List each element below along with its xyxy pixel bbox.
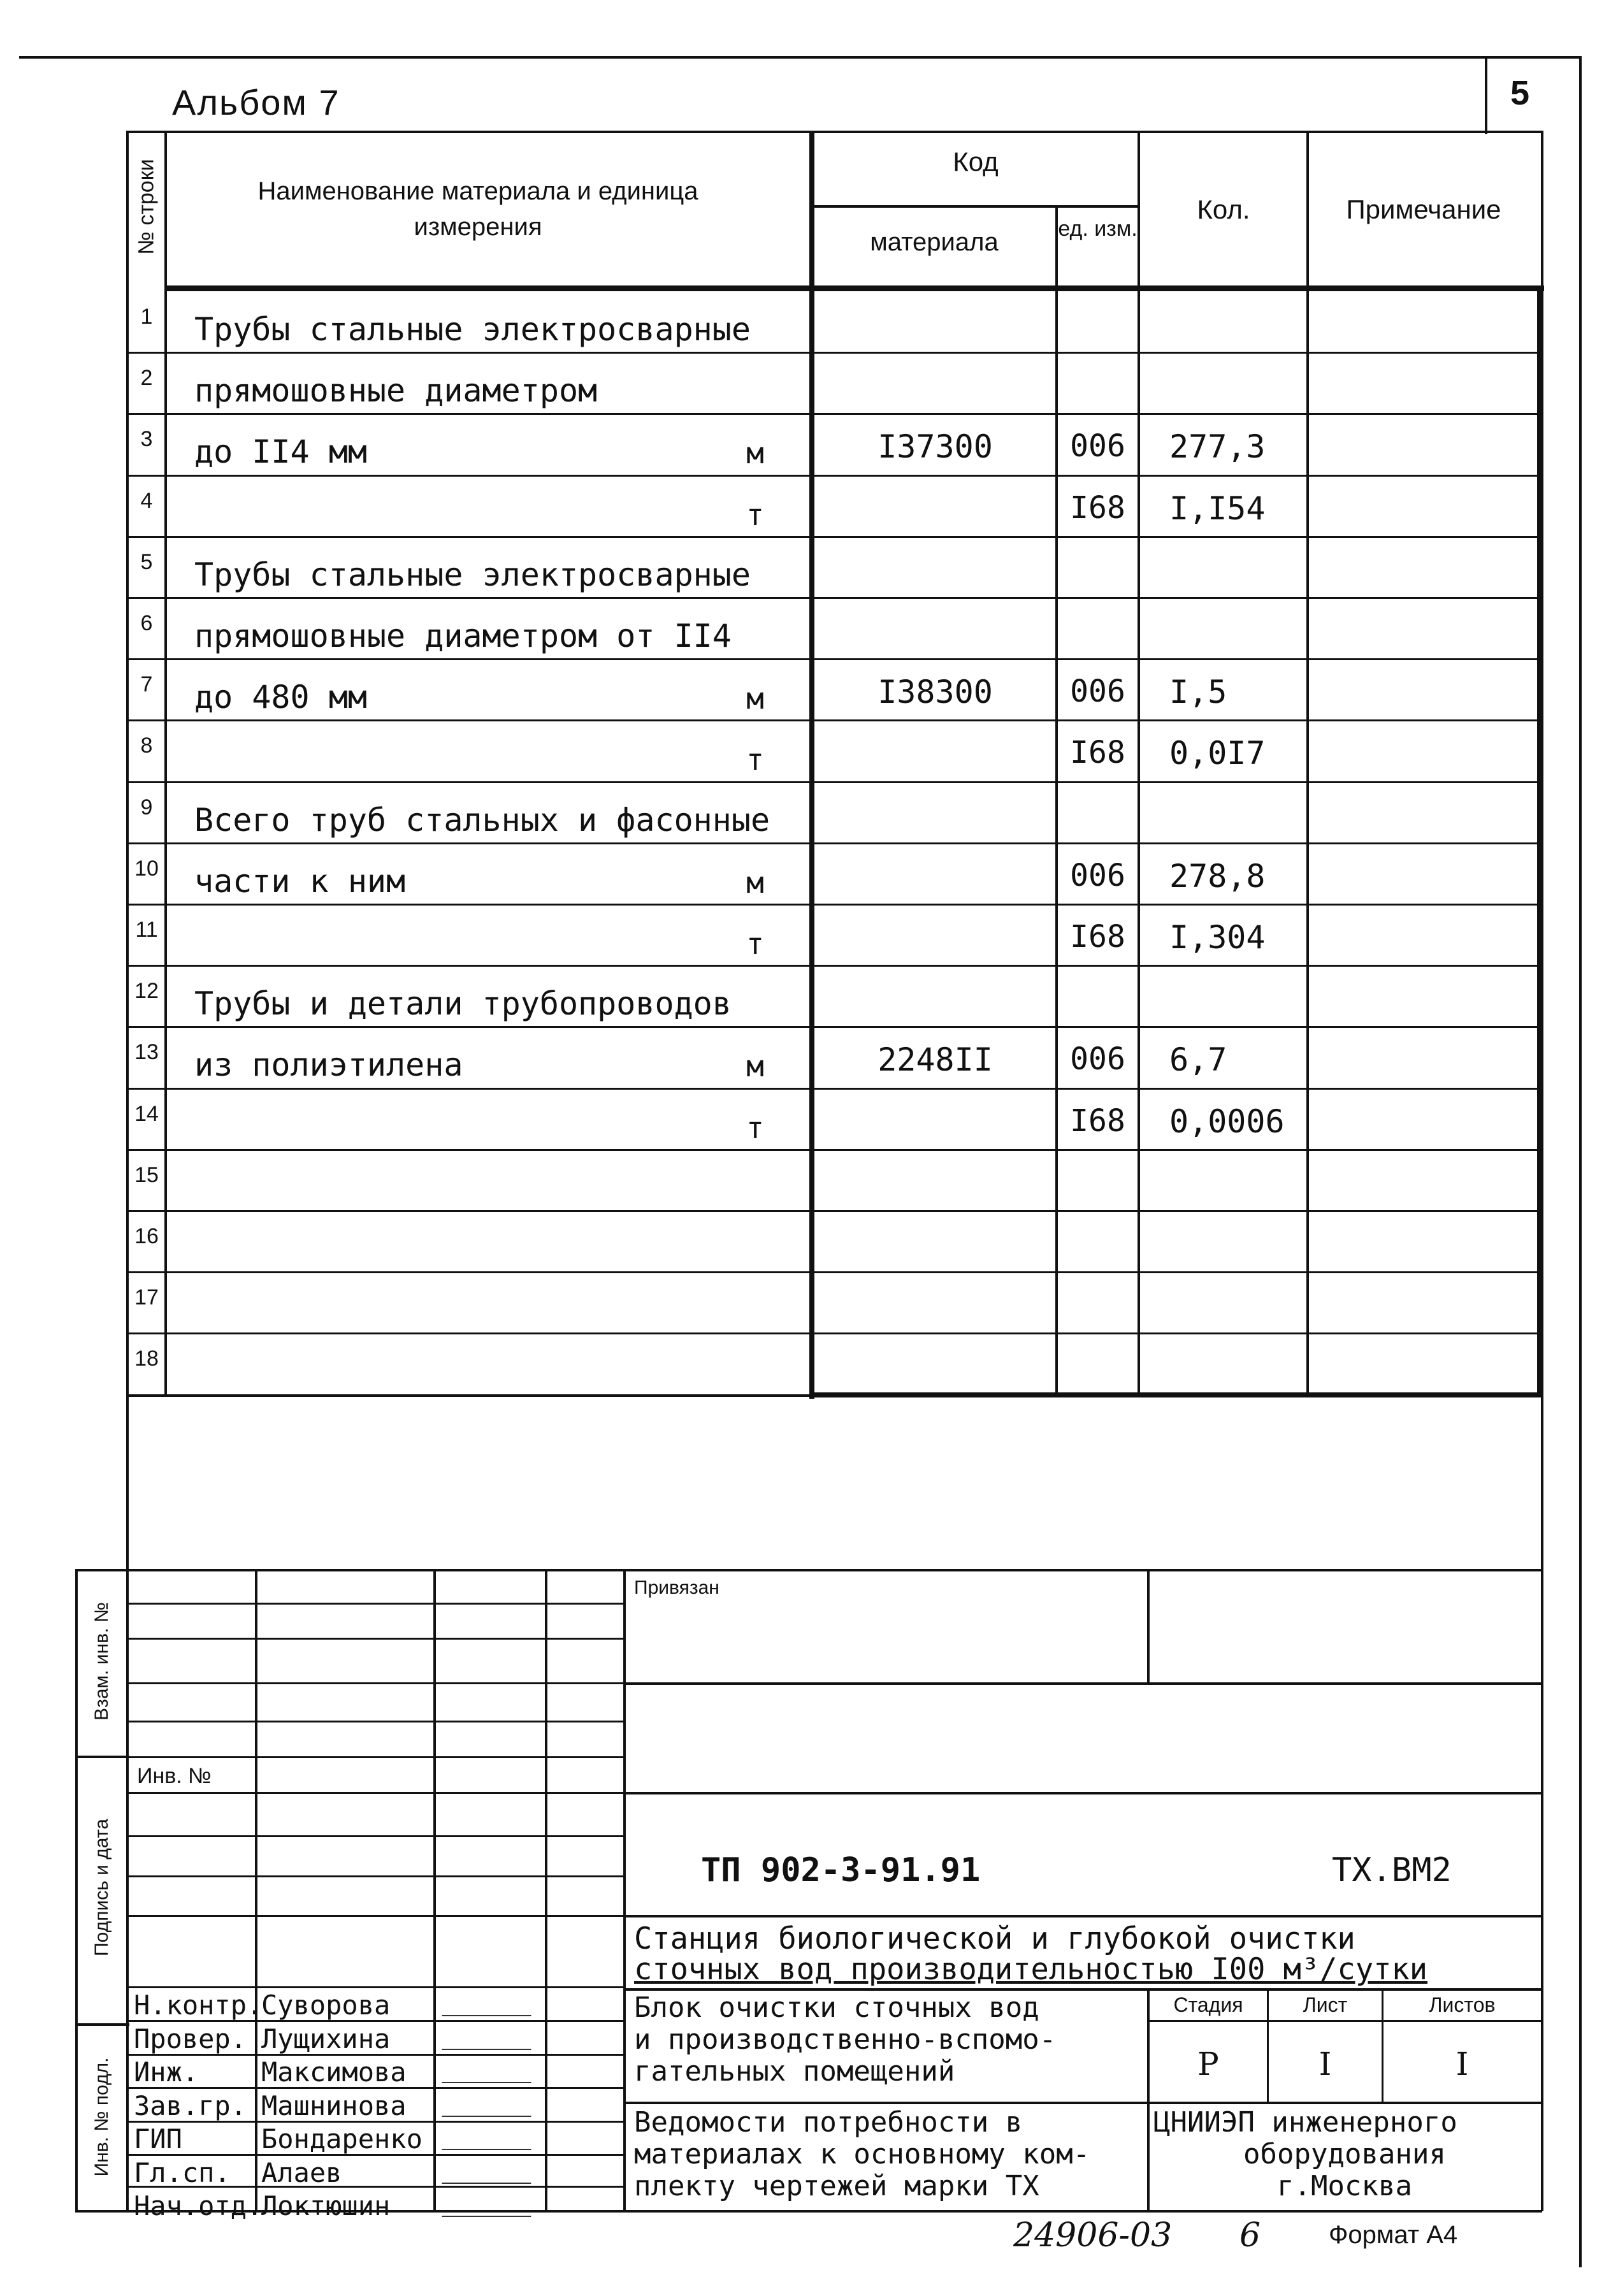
privyazan-label: Привязан: [634, 1577, 719, 1598]
tb-top-line: [126, 1569, 1542, 1571]
right-frame-line: [1579, 56, 1582, 2267]
col-line-unitcode: [1055, 207, 1058, 1396]
sheet-value: I: [1318, 2046, 1332, 2083]
tb-vline-privyazan: [1147, 1569, 1150, 1682]
row-material-name: Трубы стальные электросварные: [194, 311, 751, 348]
row-number: 8: [140, 733, 153, 758]
tb-vline-sig: [433, 1569, 436, 2211]
row-unit: т: [746, 1111, 764, 1145]
header-material: материала: [870, 228, 999, 256]
tb-vline-main: [623, 1569, 626, 2211]
row-unit: т: [746, 742, 764, 777]
org-line2: оборудования: [1243, 2138, 1446, 2170]
row-number: 15: [134, 1163, 159, 1187]
header-row-no: № строки: [134, 159, 159, 255]
signatory-role: Инж.: [134, 2056, 199, 2088]
row-number: 7: [140, 672, 153, 697]
page-number-box-left: [1485, 56, 1487, 134]
table-row-line: [127, 904, 1539, 906]
header-note: Примечание: [1346, 194, 1501, 224]
doc-title-line1: Ведомости потребности в: [634, 2106, 1023, 2139]
tb-right-h1: [623, 1682, 1542, 1685]
signatory-role: Гл.сп.: [134, 2157, 231, 2188]
side-strip-sep1: [75, 1756, 129, 1758]
stage-label: Стадия: [1173, 1993, 1243, 2016]
tb-left-h8: [126, 1875, 625, 1877]
side-strip-bottom: [75, 2210, 129, 2213]
tb-left-h5: [126, 1756, 625, 1758]
data-right-thick-line: [1537, 285, 1543, 1397]
sheets-value: I: [1455, 2046, 1469, 2083]
row-unit-code: I68: [1070, 919, 1125, 955]
signatory-role: Нач.отд.: [134, 2190, 263, 2221]
table-row-line: [127, 1394, 1539, 1396]
tb-right-h4: [623, 1988, 1542, 1991]
footer-sheet-number: 6: [1239, 2216, 1261, 2255]
signature-mark: [442, 1992, 540, 2016]
tb-right-h2: [623, 1792, 1542, 1794]
row-number: 10: [134, 856, 159, 881]
top-border-line: [19, 56, 1580, 59]
doc-title-line2: материалах к основному ком-: [634, 2138, 1090, 2170]
row-number: 14: [134, 1102, 159, 1126]
row-number: 11: [135, 918, 158, 942]
row-quantity: 0,0006: [1169, 1103, 1285, 1140]
stage-value: Р: [1197, 2046, 1219, 2083]
tb-left-h9: [126, 1915, 625, 1917]
row-unit: м: [746, 681, 764, 716]
row-material-name: Трубы и детали трубопроводов: [194, 985, 732, 1022]
table-row-line: [127, 475, 1539, 477]
row-unit: м: [746, 436, 764, 470]
side-label-podpis: Подпись и дата: [91, 1819, 112, 1956]
signature-mark: [442, 2059, 540, 2083]
header-qty: Кол.: [1197, 194, 1250, 224]
org-line1: ЦНИИЭП инженерного: [1153, 2106, 1457, 2139]
signature-mark: [442, 2093, 540, 2117]
row-number: 2: [140, 366, 153, 390]
row-unit: м: [746, 865, 764, 900]
signatory-name: Лущихина: [261, 2023, 391, 2054]
table-row-line: [127, 413, 1539, 415]
tb-left-h7: [126, 1835, 625, 1837]
org-line3: г.Москва: [1277, 2170, 1412, 2202]
row-quantity: 277,3: [1169, 428, 1266, 465]
tb-left-h6: [126, 1792, 625, 1794]
row-number: 6: [140, 611, 153, 635]
table-row-line: [127, 1271, 1539, 1273]
row-quantity: 0,0I7: [1169, 735, 1266, 772]
signatory-name: Машнинова: [261, 2090, 407, 2121]
people-h1: [126, 1986, 625, 1988]
sheet-label: Лист: [1303, 1993, 1348, 2016]
table-row-line: [127, 1332, 1539, 1334]
side-strip-left-line: [75, 1569, 78, 2213]
row-number: 13: [134, 1040, 159, 1064]
tb-left-h2: [126, 1638, 625, 1640]
row-material-name: до II4 мм: [194, 433, 367, 470]
row-material-name: Трубы стальные электросварные: [194, 556, 751, 593]
row-unit-code: 006: [1070, 858, 1125, 893]
row-unit-code: I68: [1070, 1103, 1125, 1139]
row-number: 4: [140, 489, 153, 513]
row-quantity: I,I54: [1169, 490, 1266, 527]
header-code: Код: [953, 147, 999, 177]
signatory-name: Максимова: [261, 2056, 407, 2088]
side-strip-top: [75, 1569, 129, 1571]
row-number: 9: [140, 795, 153, 819]
row-number: 5: [140, 550, 153, 574]
station-line2: сточных вод производительностью I00 м³/сутки: [634, 1952, 1428, 1987]
row-unit-code: 006: [1070, 674, 1125, 709]
stage-box-h: [1147, 2020, 1542, 2022]
row-material-code: I38300: [878, 674, 993, 711]
row-unit: т: [746, 498, 764, 532]
code-split-line: [811, 205, 1139, 208]
table-row-line: [127, 1088, 1539, 1090]
table-row-line: [127, 781, 1539, 783]
row-number: 3: [140, 427, 153, 451]
side-strip-sep2: [75, 2023, 129, 2026]
row-material-code: 2248II: [878, 1041, 993, 1078]
signatory-role: ГИП: [134, 2123, 182, 2155]
table-row-line: [127, 719, 1539, 721]
doc-mark: ТХ.ВМ2: [1332, 1851, 1452, 1889]
row-material-name: из полиэтилена: [194, 1046, 463, 1083]
block-line1: Блок очистки сточных вод: [634, 1991, 1039, 2024]
album-label: Альбом 7: [172, 82, 340, 122]
row-unit: т: [746, 927, 764, 961]
row-material-name: Всего труб стальных и фасонные: [194, 802, 770, 839]
col-line-code: [809, 131, 814, 1399]
signatory-role: Провер.: [134, 2023, 247, 2054]
header-unit: ед. изм.: [1058, 217, 1138, 241]
row-material-name: части к ним: [194, 863, 406, 900]
signatory-name: Алаев: [261, 2157, 342, 2188]
signature-mark: [442, 2160, 540, 2184]
table-row-line: [127, 842, 1539, 844]
signatory-name: Локтюшин: [261, 2190, 391, 2221]
tb-left-h4: [126, 1721, 625, 1722]
table-row-line: [127, 597, 1539, 599]
signatory-name: Суворова: [261, 1989, 391, 2021]
format-label: Формат А4: [1329, 2221, 1458, 2249]
col-line-qty: [1138, 131, 1140, 1396]
signatory-name: Бондаренко: [261, 2123, 423, 2155]
row-material-name: прямошовные диаметром от II4: [194, 617, 732, 654]
row-quantity: 6,7: [1169, 1041, 1227, 1078]
table-row-line: [127, 1149, 1539, 1151]
row-number: 17: [134, 1285, 159, 1310]
row-quantity: I,5: [1169, 674, 1227, 711]
table-row-line: [127, 352, 1539, 354]
signature-mark: [442, 2126, 540, 2150]
tb-left-h3: [126, 1682, 625, 1684]
row-number: 18: [134, 1347, 159, 1371]
row-material-code: I37300: [878, 428, 993, 465]
block-line3: гательных помещений: [634, 2055, 955, 2088]
tb-left-h1: [126, 1603, 625, 1605]
col-line-note: [1306, 131, 1309, 1396]
row-material-name: прямошовные диаметром: [194, 372, 598, 409]
tb-right-h5: [623, 2102, 1542, 2104]
row-quantity: I,304: [1169, 919, 1266, 956]
row-unit-code: 006: [1070, 1041, 1125, 1077]
header-name: Наименование материала и единица измерения: [257, 177, 698, 241]
block-line2: и производственно-вспомо-: [634, 2023, 1057, 2056]
doc-title-line3: плекту чертежей марки ТХ: [634, 2170, 1039, 2202]
table-row-line: [127, 1210, 1539, 1212]
station-line1: Станция биологической и глубокой очистки: [634, 1921, 1355, 1956]
table-row-line: [127, 536, 1539, 538]
signature-mark: [442, 2193, 540, 2217]
row-unit-code: I68: [1070, 490, 1125, 526]
signatory-role: Зав.гр.: [134, 2090, 247, 2121]
inv-no-label: Инв. №: [137, 1764, 212, 1788]
side-label-vzam: Взам. инв. №: [91, 1602, 112, 1721]
page-number: 5: [1510, 74, 1530, 112]
table-row-line: [127, 658, 1539, 660]
tb-right-h3: [623, 1915, 1542, 1917]
row-number: 12: [134, 979, 159, 1003]
signatory-role: Н.контр.: [134, 1989, 263, 2021]
signature-mark: [442, 2026, 540, 2050]
doc-code: ТП 902-3-91.91: [701, 1851, 981, 1889]
row-unit: м: [746, 1049, 764, 1083]
archive-number: 24906-03: [1013, 2216, 1173, 2255]
sheets-label: Листов: [1429, 1993, 1496, 2016]
tb-vline-role: [255, 1569, 257, 2211]
table-row-line: [127, 1026, 1539, 1028]
header-bottom-line: [164, 285, 1544, 291]
row-unit-code: I68: [1070, 735, 1125, 770]
header-top-line: [126, 131, 1542, 133]
row-number: 16: [134, 1224, 159, 1248]
tb-vline-date: [545, 1569, 547, 2211]
side-label-inv-podl: Инв. № подл.: [91, 2057, 112, 2177]
row-unit-code: 006: [1070, 428, 1125, 464]
row-number: 1: [140, 305, 153, 329]
row-quantity: 278,8: [1169, 858, 1266, 895]
row-material-name: до 480 мм: [194, 679, 367, 716]
table-row-line: [127, 965, 1539, 967]
